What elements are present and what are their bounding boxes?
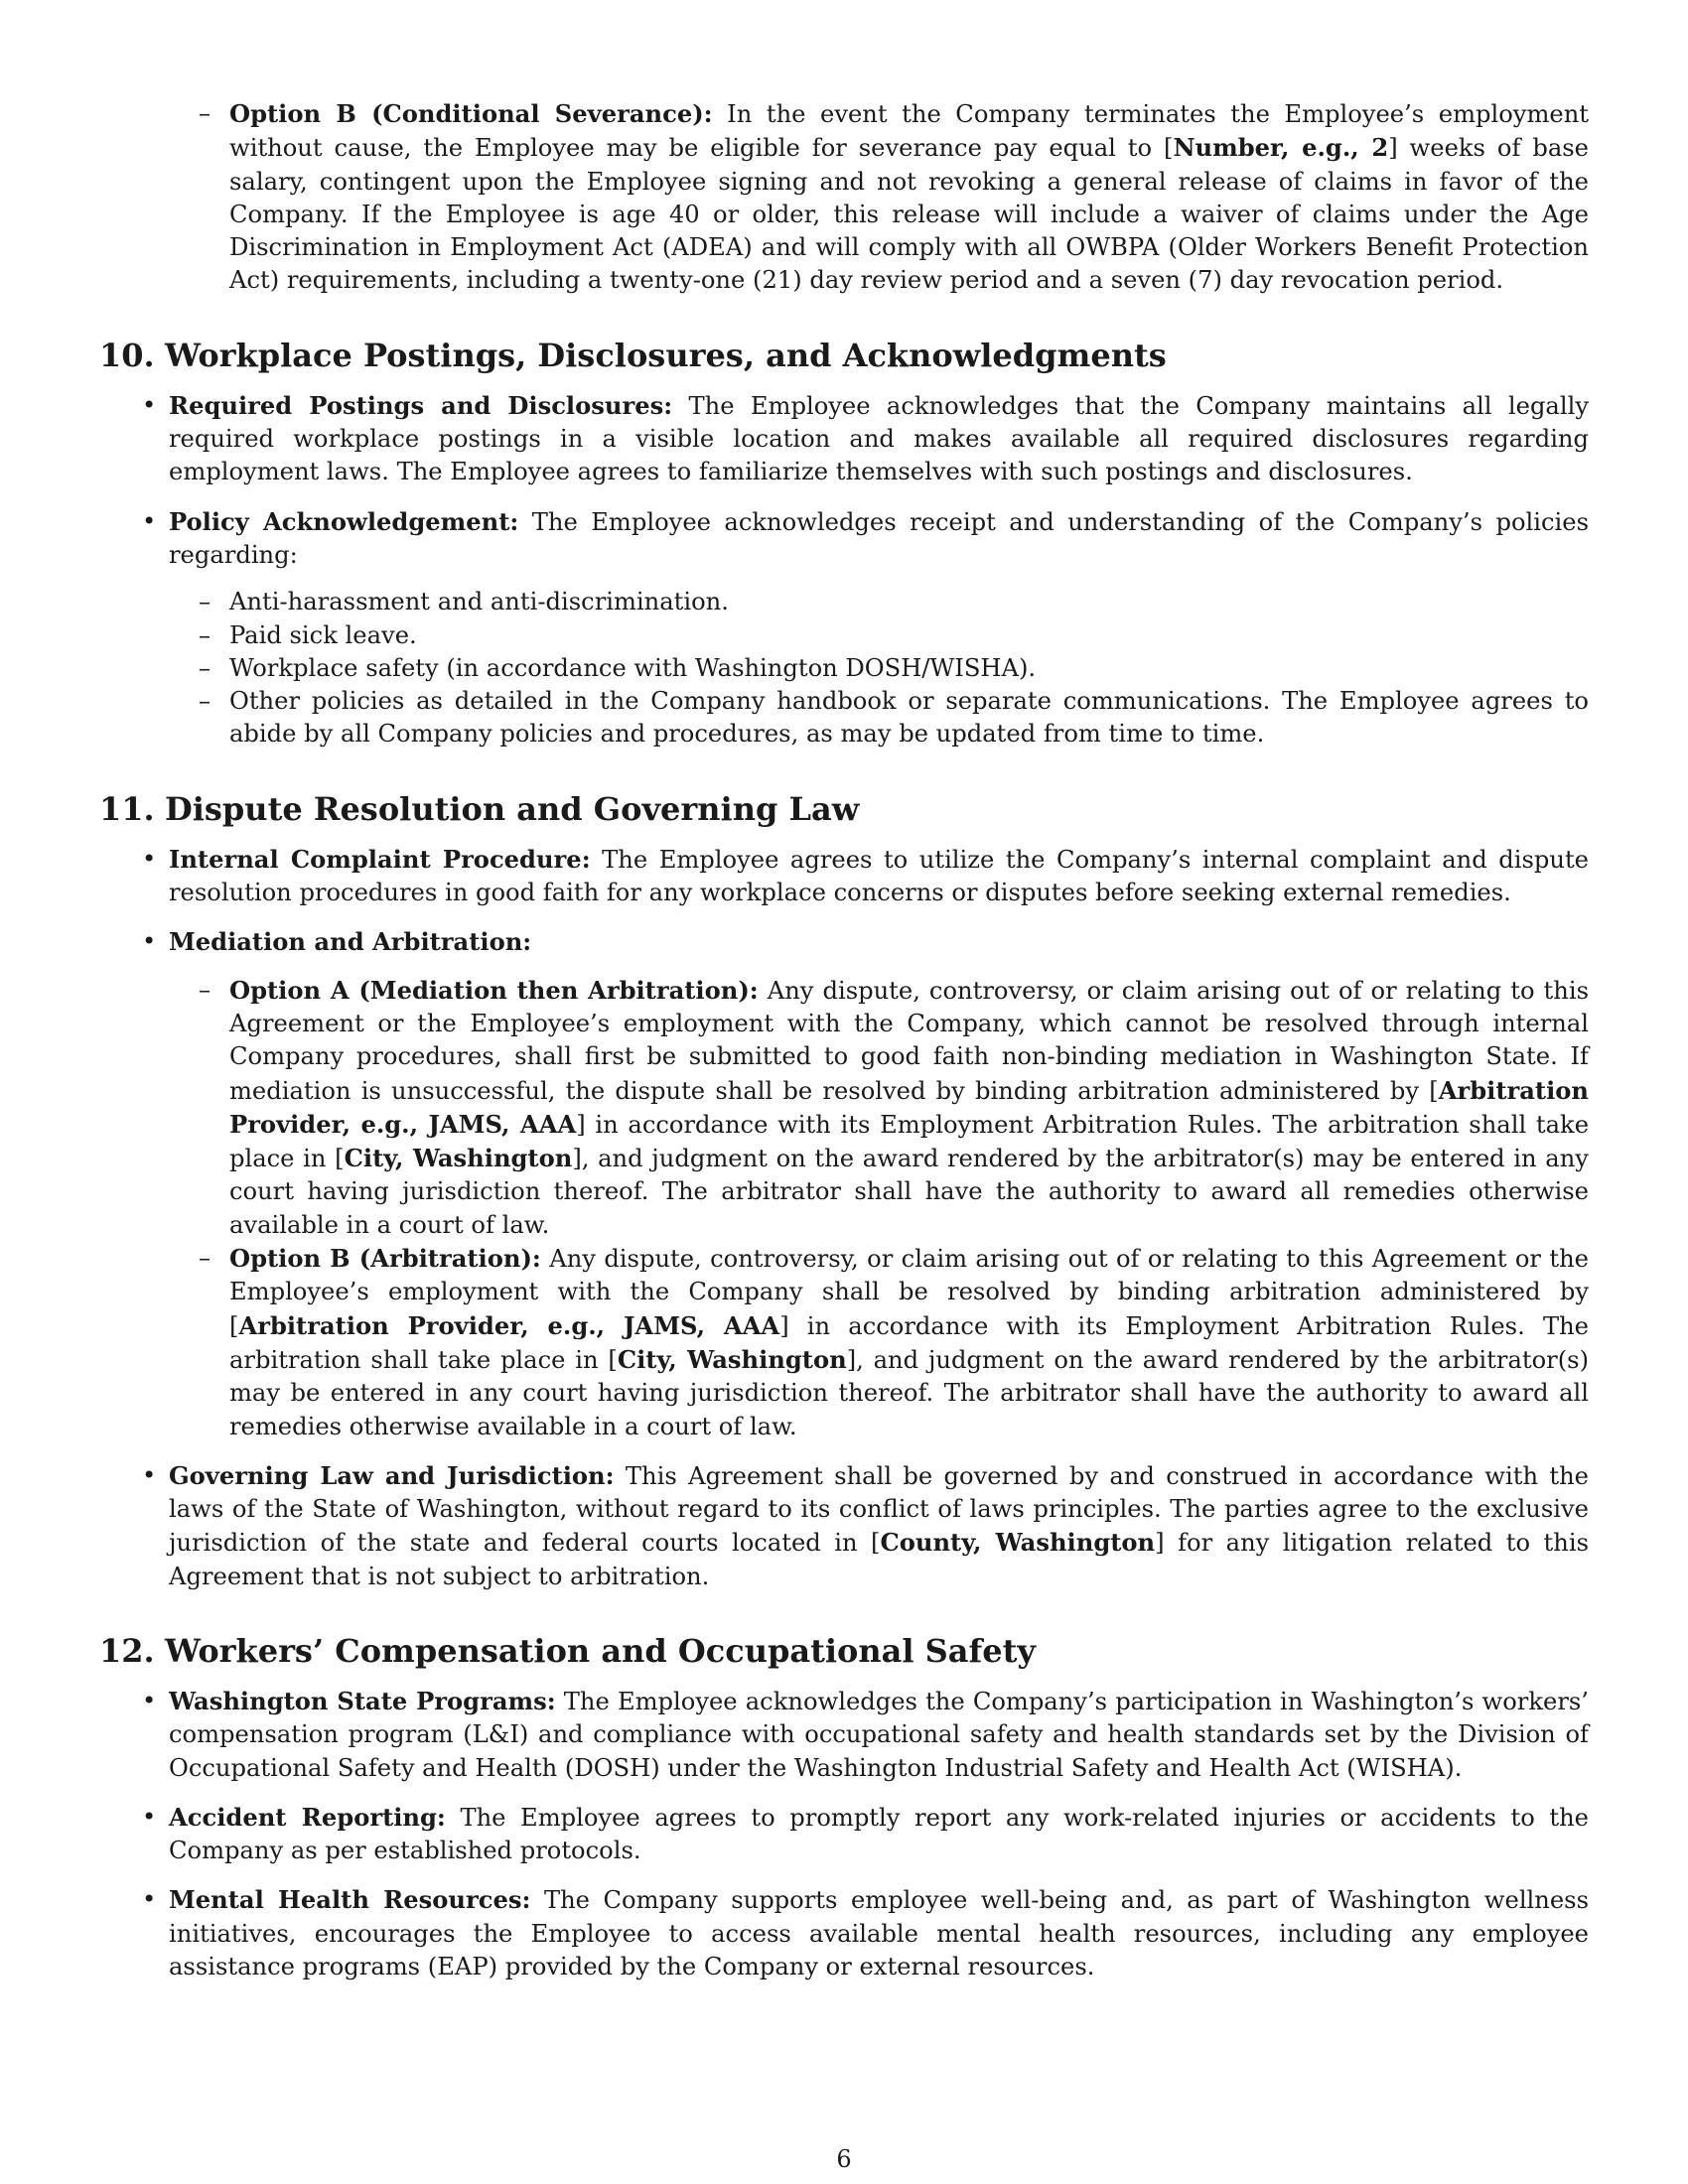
policy-list — [99, 586, 1589, 751]
bullet-marker: • — [142, 1885, 157, 1914]
page-number: 6 — [836, 2145, 852, 2173]
option-b-severance: – Option B (Conditional Severance): In the event the Company terminates the Employee’s employment without cause, the Employee may be eligible for severance pay equal to [Number, e.g., 2] weeks of base salary, contingent upon the Employee signing and not revoking a general release of claims in favor of the Company. If the Employee is age 40 or older, this release will include a waiver of claims under the Age Discrimination in Employment Act (ADEA) and will comply with all OWBPA (Older Workers Benefit Protection Act) requirements, including a twenty-one (21) day review period and a seven (7) day revocation period. — [199, 99, 1589, 295]
bullet-governing-law: • Governing Law and Jurisdiction: This Agreement shall be governed by and construed in accordance with the laws of the State of Washington, without regard to its conflict of laws principles. The parties agree to the exclusive jurisdiction of the state and federal courts located in [County, Washington] for any litigation related to this Agreement that is not subject to arbitration. — [142, 1460, 1589, 1590]
bullet-marker: • — [142, 1686, 157, 1714]
bullet-washington-programs: • Washington State Programs: The Employee acknowledges the Company’s participation in Washington’s workers’ compensation program (L&I) and compliance with occupational safety and health standards set by the Division of Occupational Safety and Health (DOSH) under the Washington Industrial Safety and Health Act (WISHA). — [142, 1686, 1589, 1782]
bullet-policy-acknowledgement: • Policy Acknowledgement: The Employee acknowledges receipt and understanding of the Company’s policies regarding: — [142, 506, 1589, 569]
option-label: Option B (Conditional Severance): — [229, 99, 713, 128]
bullet-mental-health: • Mental Health Resources: The Company supports employee well-being and, as part of Washington wellness initiatives, encourages the Employee to access available mental health resources, including any employee assistance programs (EAP) provided by the Company or external resources. — [142, 1885, 1590, 1981]
page-content — [99, 97, 1589, 1983]
arbitration-options — [99, 974, 1589, 1443]
dash-marker: – — [199, 99, 211, 127]
option-a-mediation: – Option A (Mediation then Arbitration): Any dispute, controversy, or claim arising out of or relating to this Agreement or the Employee’s employment with the Company, which cannot be resolved through internal Company procedures, shall first be submitted to good faith non-binding mediation in Washington State. If mediation is unsuccessful, the dispute shall be resolved by binding arbitration administered by [Arbitration Provider, e.g., JAMS, AAA] in accordance with its Employment Arbitration Rules. The arbitration shall take place in [City, Washington], and judgment on the award rendered by the arbitrator(s) may be entered in any court having jurisdiction thereof. The arbitrator shall have the authority to award all remedies otherwise available in a court of law. — [199, 975, 1590, 1239]
option-b-arbitration: – Option B (Arbitration): Any dispute, controversy, or claim arising out of or relating to this Agreement or the Employee’s employment with the Company shall be resolved by binding arbitration administered by [Arbitration Provider, e.g., JAMS, AAA] in accordance with its Employment Arbitration Rules. The arbitration shall take place in [City, Washington], and judgment on the award rendered by the arbitrator(s) may be entered in any court having jurisdiction thereof. The arbitrator shall have the authority to award all remedies otherwise available in a court of law. — [199, 1244, 1589, 1440]
section-heading: 11. Dispute Resolution and Governing Law — [99, 789, 860, 828]
bullet-mediation-arbitration: • Mediation and Arbitration: — [169, 925, 1589, 959]
bullet-marker: • — [142, 927, 157, 956]
bullet-internal-complaint: • Internal Complaint Procedure: The Employee agrees to utilize the Company’s internal complaint and dispute resolution procedures in good faith for any workplace concerns or disputes before seeking external remedies. — [142, 844, 1589, 907]
section-10-heading — [99, 336, 1589, 375]
bullet-marker: • — [142, 506, 157, 535]
bullet-marker: • — [142, 1460, 157, 1489]
list-item: – Paid sick leave. — [199, 620, 417, 649]
bullet-marker: • — [142, 844, 157, 873]
bullet-marker: • — [142, 390, 157, 419]
section-heading: 12. Workers’ Compensation and Occupational Safety — [99, 1631, 1036, 1670]
list-item: – Anti-harassment and anti-discrimination. — [199, 588, 729, 616]
bullet-marker: • — [142, 1802, 157, 1831]
section-11-heading — [99, 789, 1589, 829]
bullet-required-postings: • Required Postings and Disclosures: The Employee acknowledges that the Company maintains all legally required workplace postings in a visible location and makes available all required disclosures regarding employment laws. The Employee agrees to familiarize themselves with such postings and disclosures. — [142, 390, 1589, 486]
section-12-heading — [99, 1631, 1589, 1671]
section-heading: 10. Workplace Postings, Disclosures, and Acknowledgments — [99, 336, 1167, 374]
list-item: – Workplace safety (in accordance with Washington DOSH/WISHA). — [199, 653, 1037, 682]
bullet-accident-reporting: • Accident Reporting: The Employee agrees to promptly report any work-related injuries or accidents to the Company as per established protocols. — [142, 1802, 1589, 1865]
list-item: – Other policies as detailed in the Company handbook or separate communications. The Employee agrees to abide by all Company policies and procedures, as may be updated from time to time. — [199, 687, 1589, 749]
